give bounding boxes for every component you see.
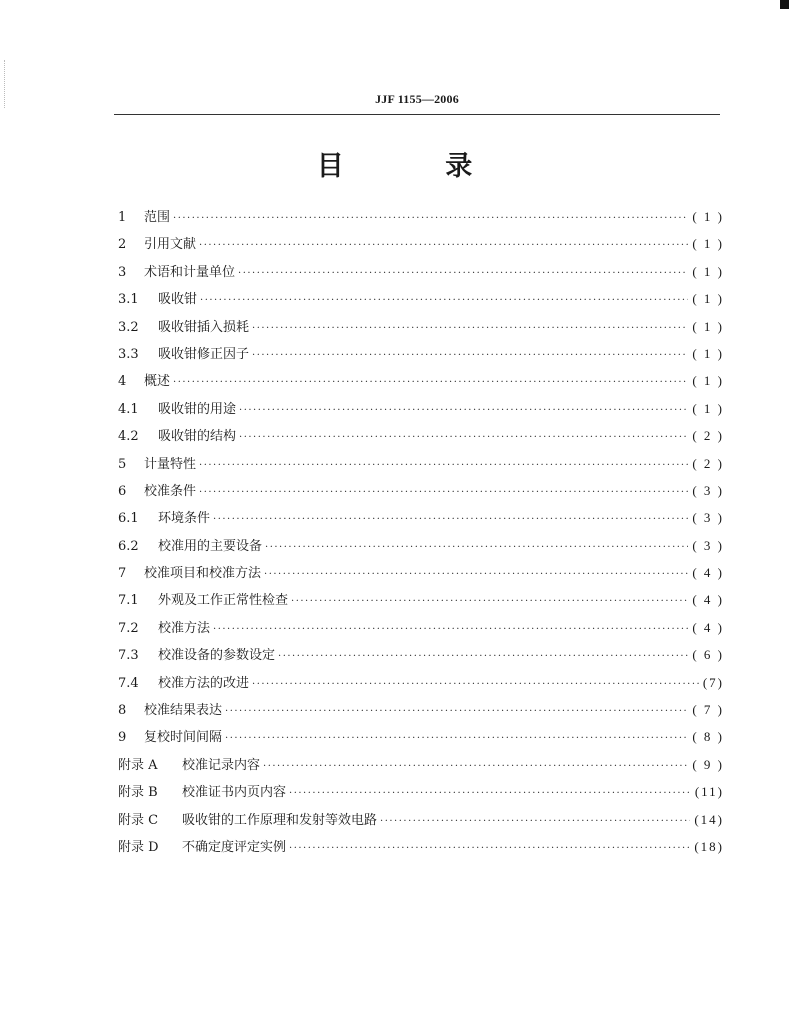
toc-entry-page: ( 1 ): [692, 373, 724, 389]
toc-entry[interactable]: [118, 477, 724, 504]
standard-code: JJF 1155—2006: [375, 92, 459, 106]
page-title: 目 录: [316, 151, 519, 182]
toc-entry-page: ( 4 ): [692, 565, 724, 581]
toc-dot-leader: [213, 616, 688, 643]
toc-entry-page: ( 8 ): [692, 729, 724, 745]
toc-entry-page: (18): [694, 838, 724, 854]
toc-entry[interactable]: [118, 723, 724, 750]
toc-entry-number: 附录 D: [118, 839, 159, 855]
toc-entry-page: ( 1 ): [692, 209, 724, 224]
toc-dot-leader: [238, 260, 688, 287]
toc-dot-leader: [278, 643, 688, 670]
toc-entry-title: 吸收钳的结构: [158, 429, 237, 445]
toc-entry-number: 2: [118, 237, 127, 253]
toc-dot-leader: [252, 315, 688, 342]
toc-entry-title: 吸收钳的工作原理和发射等效电路: [182, 812, 378, 828]
toc-entry-number: 3.1: [118, 292, 139, 308]
toc-dot-leader: [252, 671, 699, 698]
toc-entry-number: 8: [118, 703, 127, 719]
toc-entry-page: ( 3 ): [692, 482, 724, 498]
toc-entry-page: (14): [694, 811, 724, 827]
toc-entry-page: ( 2 ): [692, 428, 724, 444]
toc-entry-page: ( 1 ): [692, 400, 724, 416]
toc-entry-page: ( 3 ): [692, 510, 724, 526]
toc-entry-title: 校准证书内页内容: [182, 785, 287, 801]
toc-entry[interactable]: [118, 614, 724, 641]
toc-dot-leader: [213, 506, 688, 533]
toc-dot-leader: [199, 452, 688, 479]
table-of-contents: [118, 203, 724, 860]
toc-entry-number: 6.2: [118, 538, 139, 554]
toc-dot-leader: [263, 753, 688, 780]
toc-entry[interactable]: [118, 559, 724, 586]
toc-entry-title: 复校时间间隔: [144, 730, 223, 746]
toc-dot-leader: [252, 342, 688, 369]
toc-entry-title: 不确定度评定实例: [182, 839, 287, 855]
toc-entry[interactable]: [118, 504, 724, 531]
toc-entry-number: 6: [118, 483, 127, 499]
toc-entry-page: ( 1 ): [692, 291, 724, 307]
toc-dot-leader: [173, 205, 688, 232]
toc-entry[interactable]: [118, 422, 724, 449]
toc-entry-title: 校准方法: [158, 620, 211, 636]
toc-dot-leader: [264, 561, 688, 588]
toc-entry-title: 吸收钳修正因子: [158, 346, 250, 362]
toc-entry-page: ( 4 ): [692, 592, 724, 608]
toc-entry-title: 吸收钳插入损耗: [158, 319, 250, 335]
toc-entry[interactable]: [118, 751, 724, 778]
toc-entry[interactable]: [118, 778, 724, 805]
toc-dot-leader: [239, 424, 688, 451]
toc-entry-number: 3: [118, 264, 127, 280]
toc-entry-number: 4.2: [118, 429, 139, 445]
toc-dot-leader: [239, 397, 688, 424]
toc-entry-title: 引用文献: [144, 237, 197, 253]
toc-entry-number: 附录 C: [118, 812, 159, 828]
toc-entry-page: ( 6 ): [692, 647, 724, 663]
toc-entry-number: 4.1: [118, 401, 139, 417]
toc-entry-number: 附录 B: [118, 785, 158, 801]
toc-entry-number: 1: [118, 210, 127, 225]
toc-entry-title: 校准方法的改进: [158, 675, 250, 691]
toc-entry[interactable]: [118, 340, 724, 367]
running-header: [114, 88, 720, 115]
toc-entry-number: 7.3: [118, 648, 139, 664]
toc-entry-page: ( 4 ): [692, 619, 724, 635]
toc-entry[interactable]: [118, 586, 724, 613]
toc-entry-number: 7: [118, 566, 127, 582]
toc-entry[interactable]: [118, 258, 724, 285]
toc-entry-title: 校准用的主要设备: [158, 538, 263, 554]
toc-entry[interactable]: [118, 669, 724, 696]
toc-entry-number: 3.2: [118, 319, 139, 335]
toc-entry-number: 7.2: [118, 620, 139, 636]
toc-dot-leader: [199, 479, 688, 506]
toc-entry-title: 校准记录内容: [182, 757, 261, 773]
toc-dot-leader: [291, 588, 688, 615]
toc-dot-leader: [173, 369, 688, 396]
scan-corner-mark: [780, 0, 789, 9]
toc-entry-number: 3.3: [118, 346, 139, 362]
toc-entry-number: 5: [118, 456, 127, 472]
toc-entry[interactable]: [118, 532, 724, 559]
toc-entry-page: (7): [702, 674, 724, 690]
toc-entry-number: 6.1: [118, 511, 139, 527]
toc-entry-title: 概述: [144, 374, 171, 390]
toc-entry-page: ( 1 ): [692, 236, 724, 252]
toc-dot-leader: [265, 534, 688, 561]
toc-entry-title: 校准设备的参数设定: [158, 648, 276, 664]
toc-entry-title: 范围: [144, 210, 171, 225]
toc-entry-title: 校准项目和校准方法: [144, 566, 262, 582]
toc-entry[interactable]: [118, 230, 724, 257]
toc-entry-title: 吸收钳: [158, 292, 198, 308]
toc-entry-title: 环境条件: [158, 511, 211, 527]
toc-entry-title: 计量特性: [144, 456, 197, 472]
toc-entry-page: ( 2 ): [692, 455, 724, 471]
toc-entry-title: 外观及工作正常性检查: [158, 593, 289, 609]
toc-entry[interactable]: [118, 203, 724, 230]
toc-entry[interactable]: [118, 450, 724, 477]
toc-entry-number: 附录 A: [118, 757, 158, 773]
toc-entry-title: 校准结果表达: [144, 703, 223, 719]
toc-entry-title: 校准条件: [144, 483, 197, 499]
toc-dot-leader: [225, 698, 688, 725]
toc-entry[interactable]: [118, 641, 724, 668]
toc-entry[interactable]: [118, 696, 724, 723]
toc-entry-number: 4: [118, 374, 127, 390]
toc-dot-leader: [289, 780, 691, 807]
toc-entry[interactable]: [118, 833, 724, 860]
toc-entry-page: ( 9 ): [692, 756, 724, 772]
toc-entry[interactable]: [118, 285, 724, 312]
toc-entry-title: 术语和计量单位: [144, 264, 236, 280]
toc-entry-page: (11): [694, 784, 724, 800]
scan-edge-specks: [4, 60, 7, 108]
toc-entry-page: ( 1 ): [692, 345, 724, 361]
toc-dot-leader: [380, 808, 690, 835]
toc-dot-leader: [200, 287, 688, 314]
toc-entry[interactable]: [118, 806, 724, 833]
toc-entry-number: 7.4: [118, 675, 139, 691]
toc-entry-page: ( 3 ): [692, 537, 724, 553]
toc-dot-leader: [289, 835, 690, 862]
toc-entry[interactable]: [118, 367, 724, 394]
toc-entry-page: ( 7 ): [692, 702, 724, 718]
toc-entry-title: 吸收钳的用途: [158, 401, 237, 417]
toc-dot-leader: [199, 232, 688, 259]
toc-entry-number: 7.1: [118, 593, 139, 609]
toc-entry[interactable]: [118, 313, 724, 340]
toc-entry-page: ( 1 ): [692, 318, 724, 334]
toc-entry[interactable]: [118, 395, 724, 422]
toc-dot-leader: [225, 725, 688, 752]
toc-entry-number: 9: [118, 730, 127, 746]
toc-entry-page: ( 1 ): [692, 263, 724, 279]
